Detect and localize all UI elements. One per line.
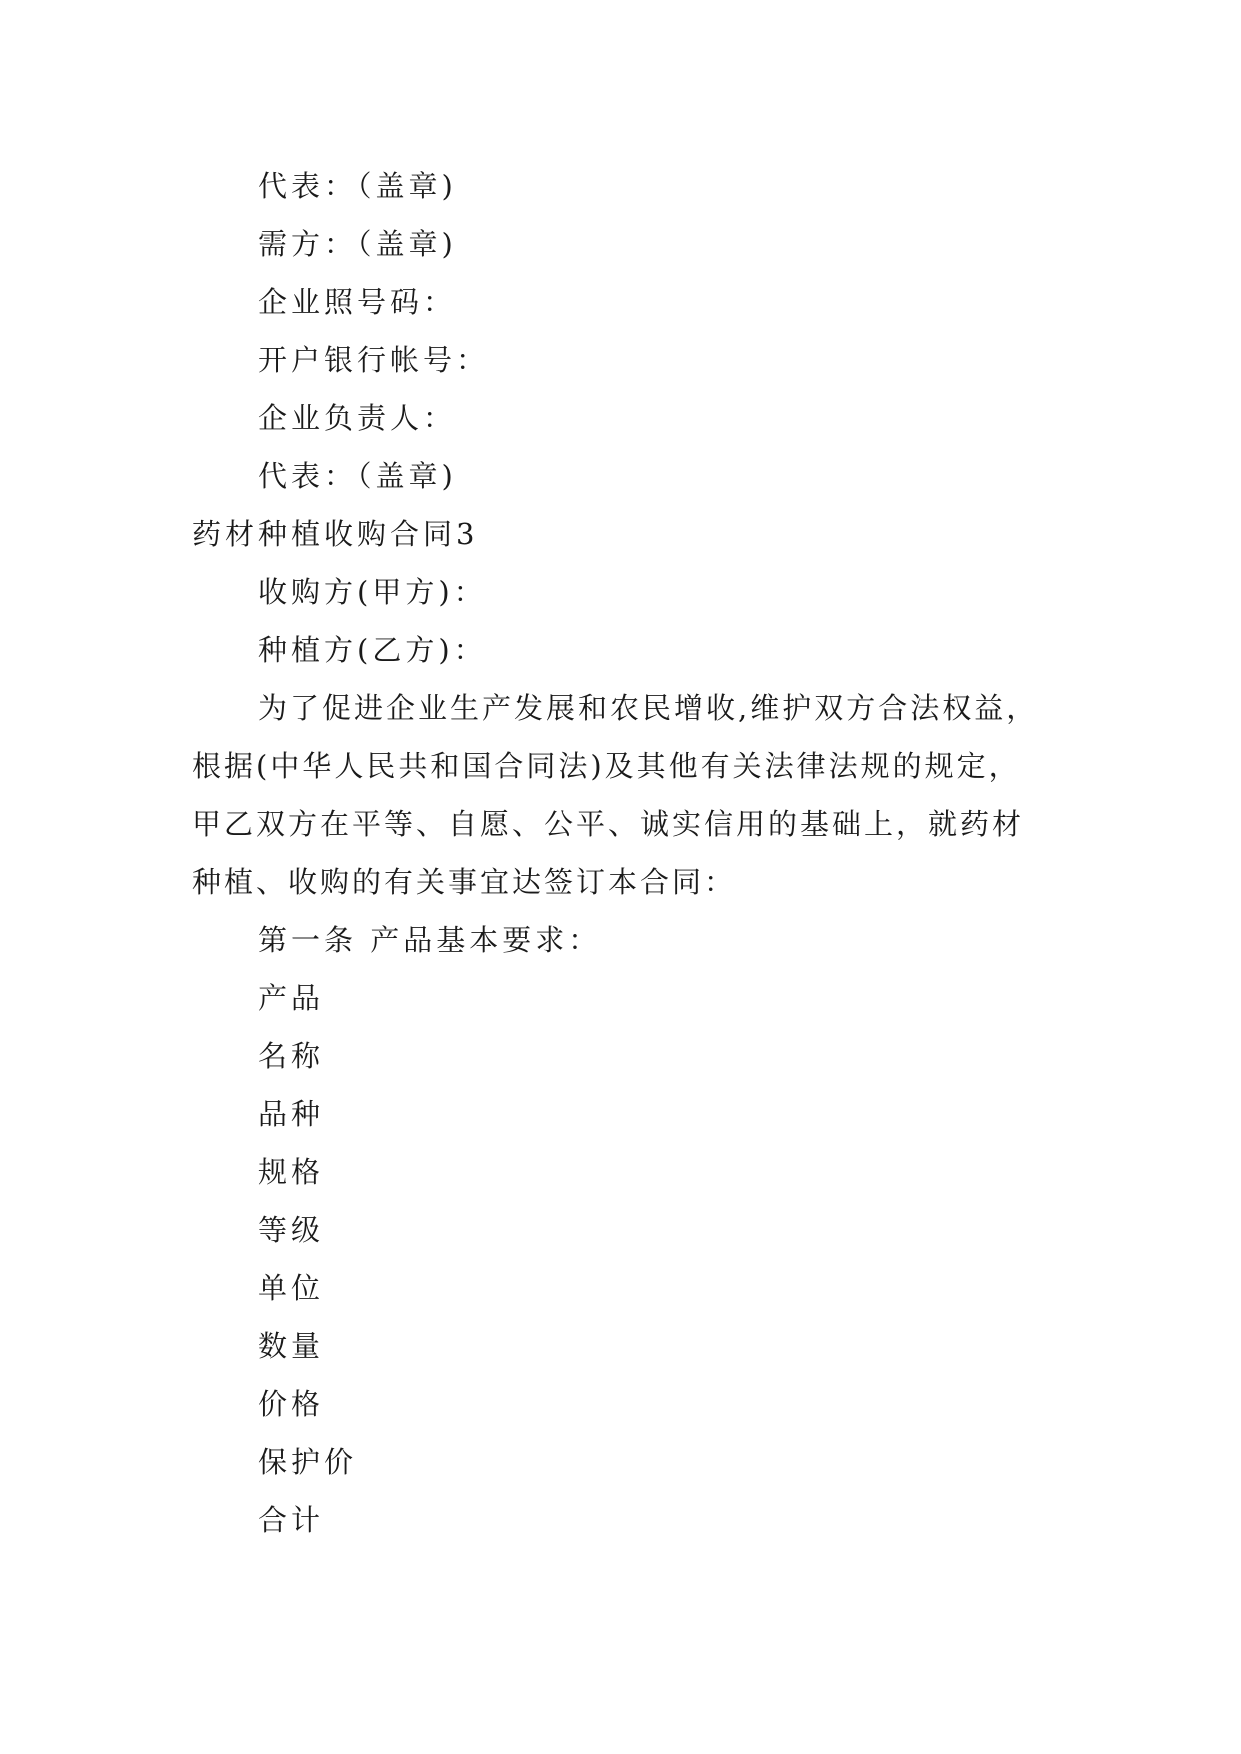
buyer-seal-line: 需方：（盖章)	[258, 227, 457, 261]
party-b-line: 种植方(乙方)：	[258, 633, 487, 667]
preamble-line-1: 为了促进企业生产发展和农民增收,维护双方合法权益，	[258, 691, 1039, 725]
preamble-line-3: 甲乙双方在平等、自愿、公平、诚实信用的基础上，就药材	[192, 807, 1025, 841]
field-name: 名称	[258, 1039, 325, 1073]
representative-seal-line-2: 代表：（盖章)	[258, 459, 457, 493]
field-product: 产品	[258, 981, 325, 1015]
contract-title: 药材种植收购合同3	[192, 517, 479, 551]
preamble-line-2: 根据(中华人民共和国合同法)及其他有关法律法规的规定，	[192, 749, 1021, 783]
article-one-heading: 第一条 产品基本要求：	[258, 923, 602, 957]
party-a-line: 收购方(甲方)：	[258, 575, 487, 609]
field-quantity: 数量	[258, 1329, 325, 1363]
field-variety: 品种	[258, 1097, 325, 1131]
field-specification: 规格	[258, 1155, 325, 1189]
field-protected-price: 保护价	[258, 1445, 358, 1479]
representative-seal-line: 代表：（盖章)	[258, 169, 457, 203]
field-grade: 等级	[258, 1213, 325, 1247]
business-license-number-line: 企业照号码：	[258, 285, 457, 319]
preamble-line-4: 种植、收购的有关事宜达签订本合同：	[192, 865, 737, 899]
field-unit: 单位	[258, 1271, 325, 1305]
field-total: 合计	[258, 1503, 325, 1537]
bank-account-line: 开户银行帐号：	[258, 343, 490, 377]
enterprise-principal-line: 企业负责人：	[258, 401, 457, 435]
field-price: 价格	[258, 1387, 325, 1421]
